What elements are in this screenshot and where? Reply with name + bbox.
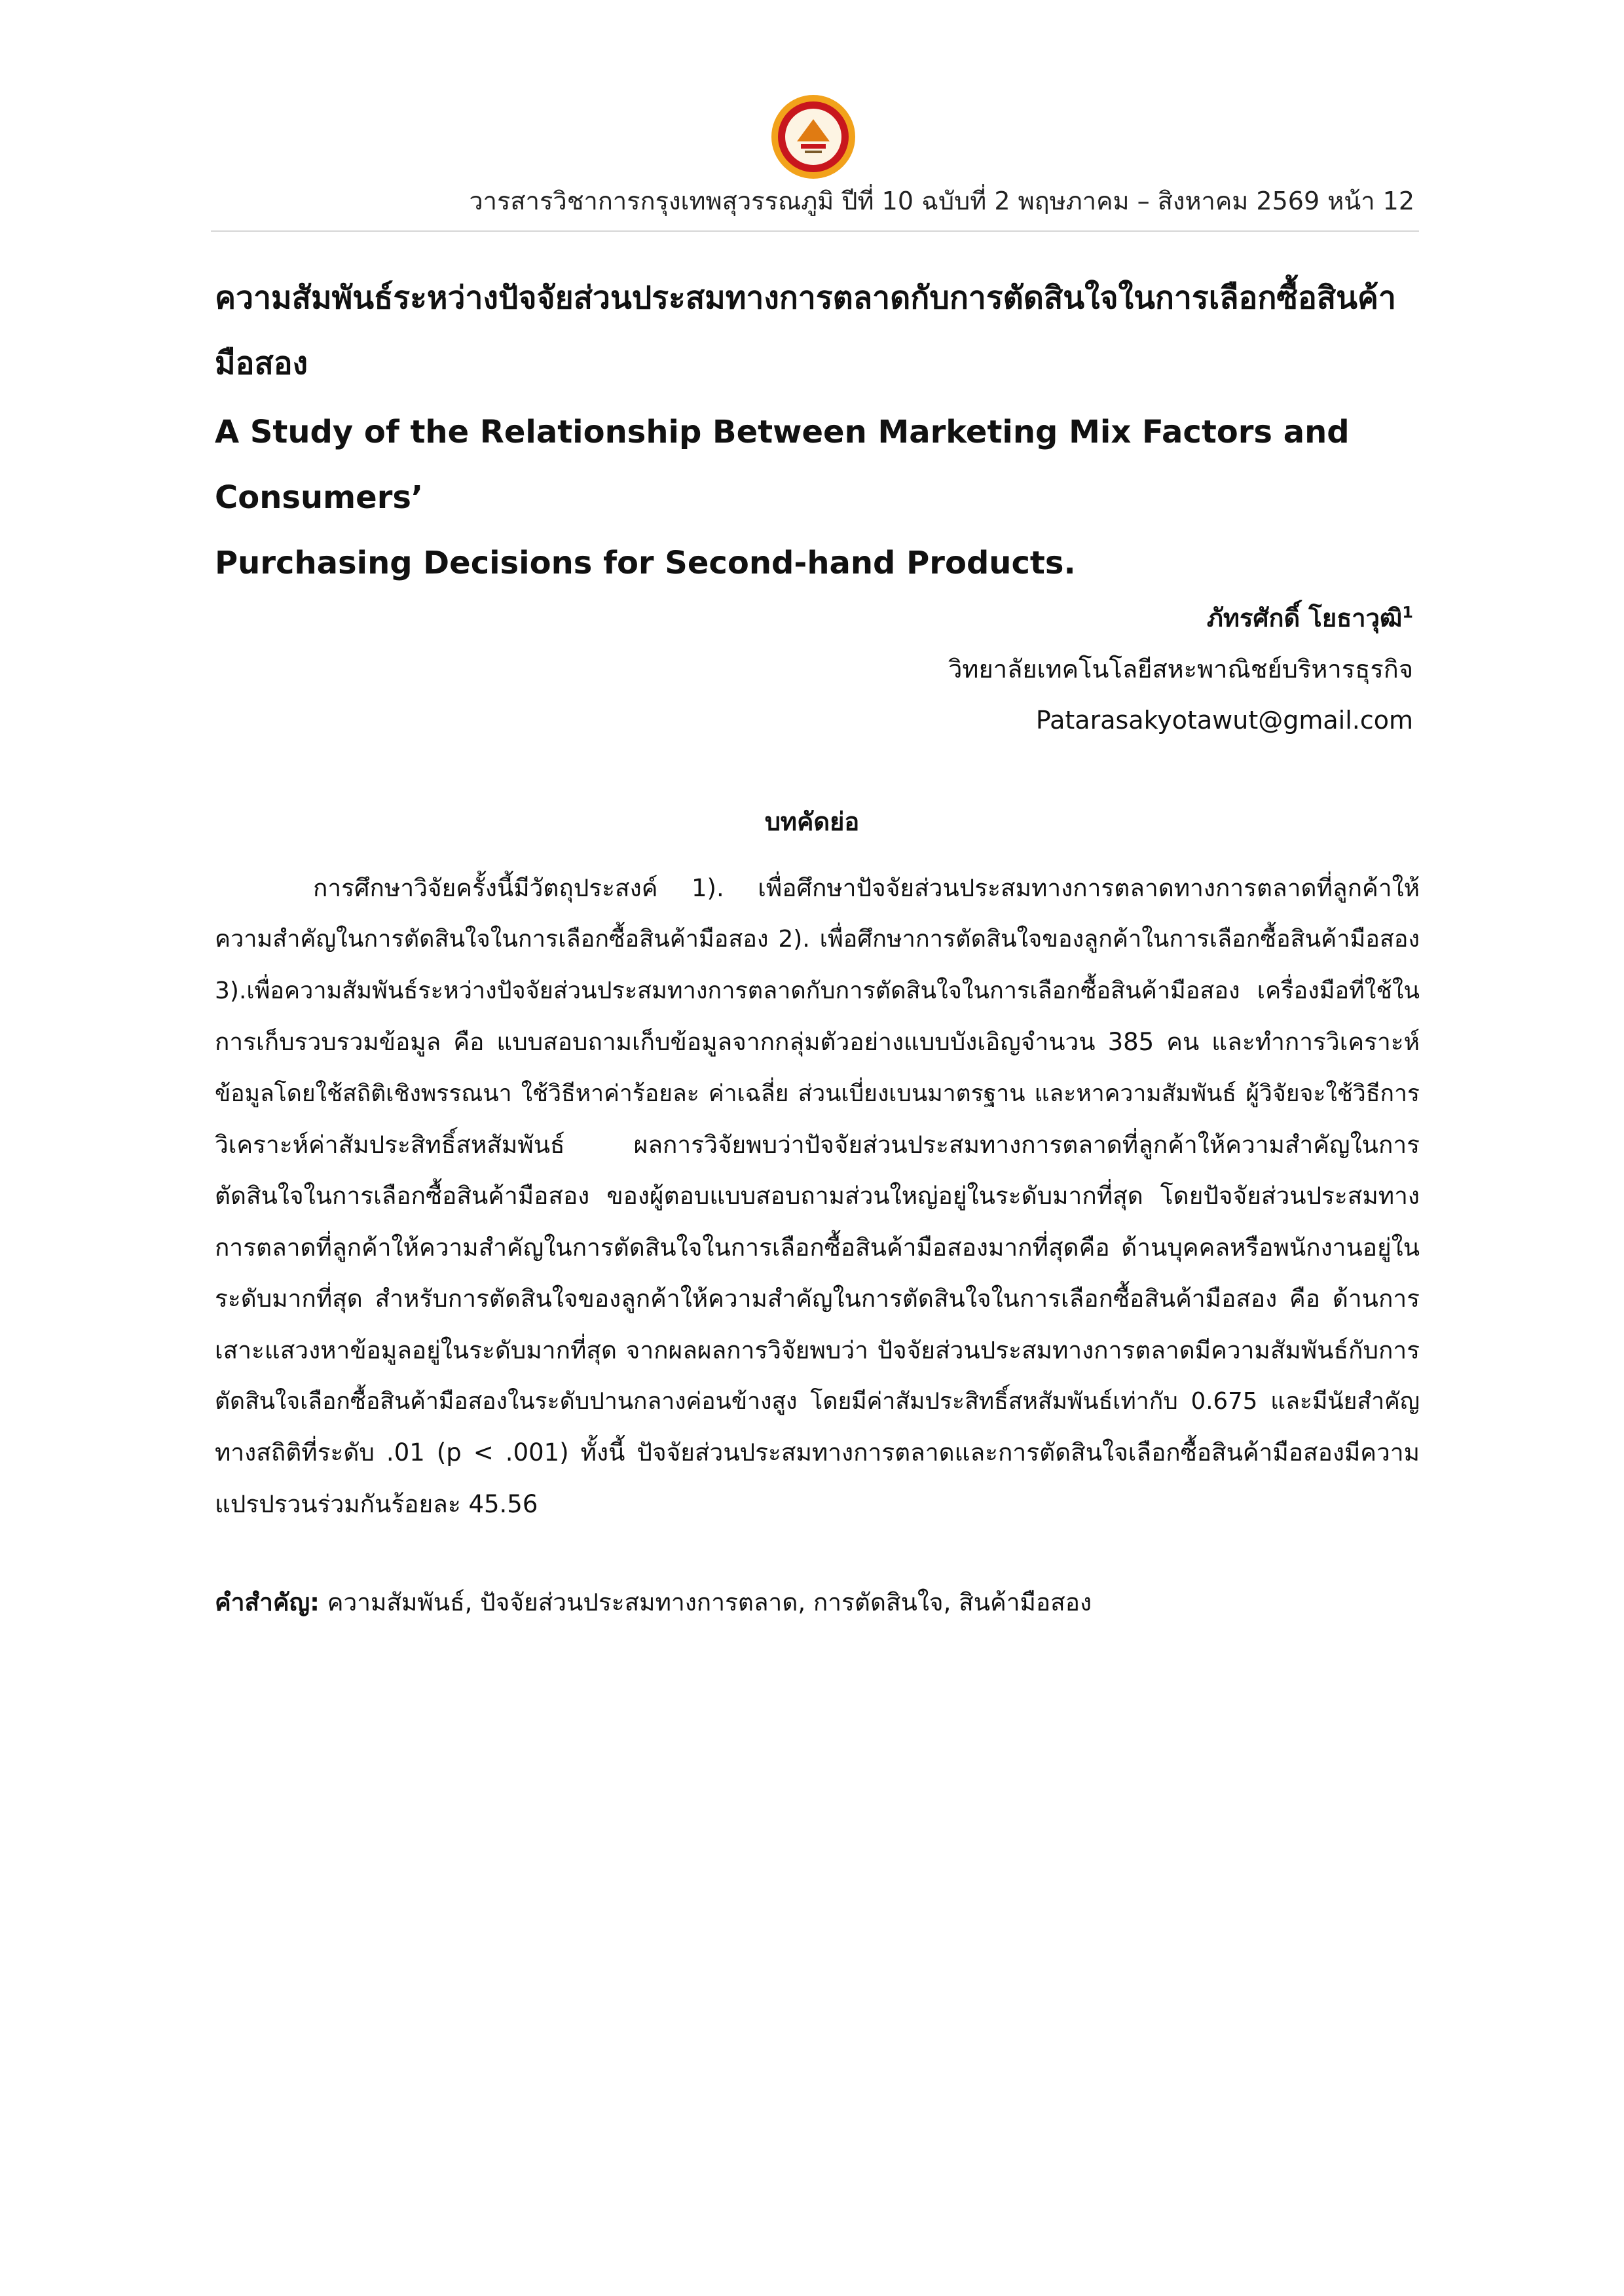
english-title-line-1: A Study of the Relationship Between Marketing Mix Factors and Consumers’ [215, 414, 1350, 516]
thai-title [215, 265, 1420, 396]
keywords-label: คำสำคัญ: [215, 1588, 320, 1616]
abstract-line: ตัดสินใจในการเลือกซื้อสินค้ามือสอง ของผู้ตอบแบบสอบถามส่วนใหญ่อยู่ในระดับมากที่สุด โดยปัจจัยส่วนประสมทาง [215, 1182, 1420, 1211]
author-block [948, 592, 1413, 746]
abstract-line: เสาะแสวงหาข้อมูลอยู่ในระดับมากที่สุด จากผลผลการวิจัยพบว่า ปัจจัยส่วนประสมทางการตลาดมีความสัมพันธ์กับการ [215, 1336, 1420, 1364]
author-name: ภัทรศักดิ์ โยธาวุฒิ [1206, 604, 1403, 632]
header-divider [211, 230, 1419, 232]
author-footnote-mark: 1 [1402, 603, 1413, 622]
keywords-text: ความสัมพันธ์, ปัจจัยส่วนประสมทางการตลาด, การตัดสินใจ, สินค้ามือสอง [319, 1588, 1092, 1616]
abstract-line: การศึกษาวิจัยครั้งนี้มีวัตถุประสงค์ 1). เพื่อศึกษาปัจจัยส่วนประสมทางการตลาดทางการตลาดที่ลูกค้าให้ [313, 874, 1420, 902]
abstract-line: แปรปรวนร่วมกันร้อยละ 45.56 [215, 1489, 538, 1518]
thai-title-line-2: มือสอง [215, 345, 308, 382]
abstract-line: ทางสถิติที่ระดับ .01 (p < .001) ทั้งนี้ ปัจจัยส่วนประสมทางการตลาดและการตัดสินใจเลือกซื้อสินค้ามือสองมีความ [215, 1438, 1420, 1467]
abstract-heading: บทคัดย่อ [764, 807, 860, 836]
author-affiliation: วิทยาลัยเทคโนโลยีสหะพาณิชย์บริหารธุรกิจ [948, 655, 1413, 683]
author-email: Patarasakyotawut@gmail.com [1035, 706, 1413, 735]
english-title [215, 399, 1420, 596]
english-title-line-2: Purchasing Decisions for Second-hand Products. [215, 545, 1076, 581]
abstract-line: วิเคราะห์ค่าสัมประสิทธิ์สหสัมพันธ์ ผลการวิจัยพบว่าปัจจัยส่วนประสมทางการตลาดที่ลูกค้าให้ความสำคัญในการ [215, 1131, 1420, 1159]
abstract-line: การเก็บรวบรวมข้อมูล คือ แบบสอบถามเก็บข้อมูลจากกลุ่มตัวอย่างแบบบังเอิญจำนวน 385 คน และทำการวิเคราะห์ [215, 1028, 1420, 1057]
abstract-body [215, 863, 1420, 1530]
running-header: วารสารวิชาการกรุงเทพสุวรรณภูมิ ปีที่ 10 ฉบับที่ 2 พฤษภาคม – สิงหาคม 2569 หน้า 12 [469, 187, 1414, 215]
abstract-line: ระดับมากที่สุด สำหรับการตัดสินใจของลูกค้าให้ความสำคัญในการตัดสินใจในการเลือกซื้อสินค้ามือสอง คือ ด้านการ [215, 1285, 1420, 1313]
abstract-line: การตลาดที่ลูกค้าให้ความสำคัญในการตัดสินใจในการเลือกซื้อสินค้ามือสองมากที่สุดคือ ด้านบุคคลหรือพนักงานอยู่ใน [215, 1233, 1420, 1262]
author-name-line [948, 592, 1413, 644]
abstract-line: ตัดสินใจเลือกซื้อสินค้ามือสองในระดับปานกลางค่อนข้างสูง โดยมีค่าสัมประสิทธิ์สหสัมพันธ์เท่ากับ 0.675 และมีนัยสำคัญ [215, 1388, 1420, 1415]
abstract-line: 3).เพื่อความสัมพันธ์ระหว่างปัจจัยส่วนประสมทางการตลาดกับการตัดสินใจในการเลือกซื้อสินค้ามือสอง เครื่องมือที่ใช้ใน [215, 977, 1420, 1004]
abstract-line: ข้อมูลโดยใช้สถิติเชิงพรรณนา ใช้วิธีหาค่าร้อยละ ค่าเฉลี่ย ส่วนเบี่ยงเบนมาตรฐาน และหาความสัมพันธ์ ผู้วิจัยจะใช้วิธีการ [215, 1080, 1420, 1107]
abstract-line: ความสำคัญในการตัดสินใจในการเลือกซื้อสินค้ามือสอง 2). เพื่อศึกษาการตัดสินใจของลูกค้าในการเลือกซื้อสินค้ามือสอง [215, 926, 1420, 953]
journal-logo [769, 93, 857, 181]
keywords [215, 1583, 1420, 1622]
thai-title-line-1: ความสัมพันธ์ระหว่างปัจจัยส่วนประสมทางการตลาดกับการตัดสินใจในการเลือกซื้อสินค้า [215, 280, 1396, 316]
